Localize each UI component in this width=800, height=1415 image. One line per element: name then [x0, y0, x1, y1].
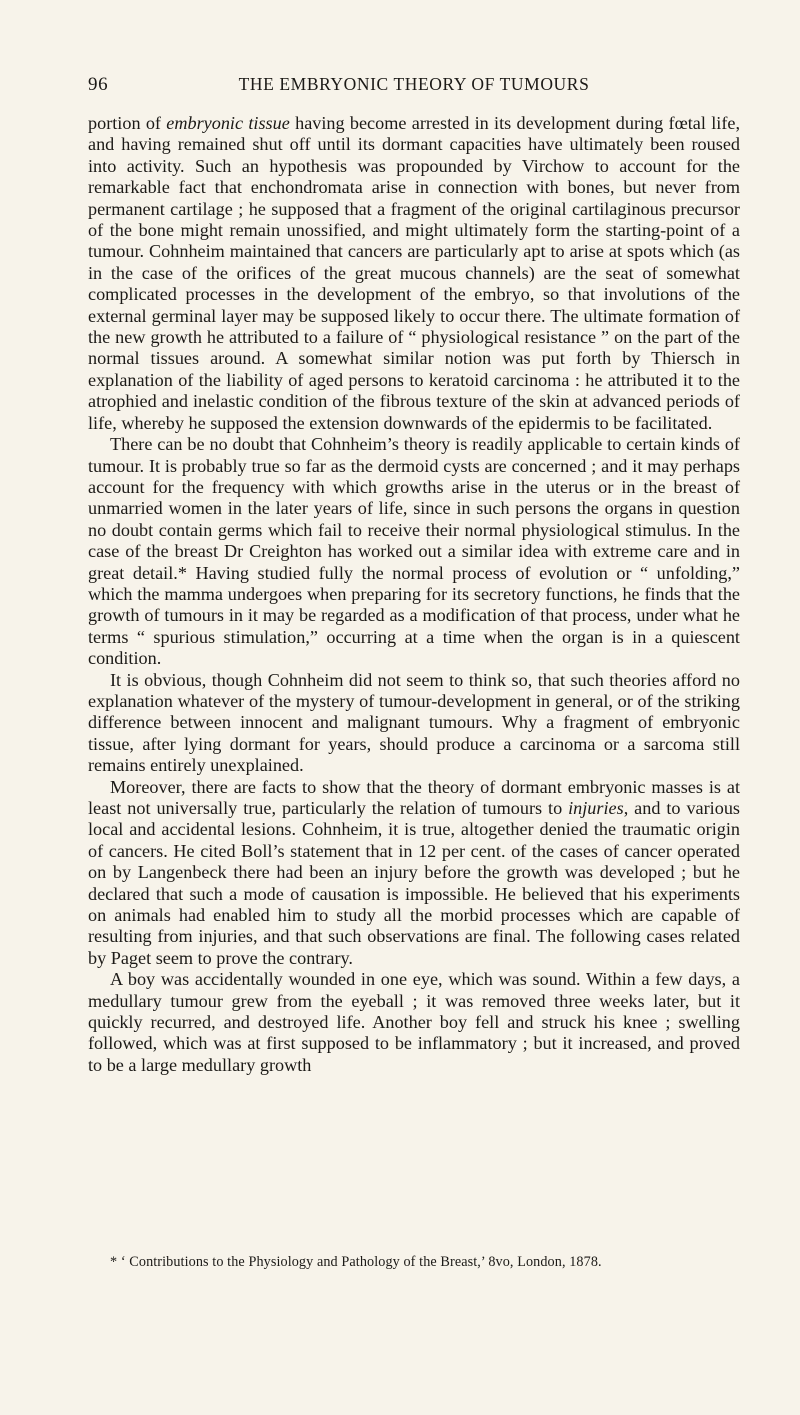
- paragraph-continued: portion of embryonic tissue having become arrested in its development during fœtal life, and having remained shut off until its dormant capacities have ultimately been roused into activity. Such an hypothesis was propounded by Virchow to account for the remarkable fact that enchondromata arise in connection with bones, but never from permanent cartilage ; he supposed that a fragment of the original cartilaginous precursor of the bone might remain unossified, and might ultimately form the starting-point of a tumour. Cohnheim maintained that cancers are particularly apt to arise at spots which (as in the case of the orifices of the great mucous channels) are the seat of somewhat complicated processes in the development of the embryo, so that involutions of the external germinal layer may be supposed likely to occur there. The ultimate formation of the new growth he attributed to a failure of “ physiological resistance ” on the part of the normal tissues around. A somewhat similar notion was put forth by Thiersch in explanation of the liability of aged persons to keratoid carcinoma : he attributed it to the atrophied and inelastic condition of the fibrous texture of the skin at advanced periods of life, whereby he supposed the extension downwards of the epidermis to be facilitated.: [88, 113, 740, 433]
- page-header: [88, 74, 740, 98]
- running-title: THE EMBRYONIC THEORY OF TUMOURS: [238, 74, 590, 94]
- paragraph-cases: A boy was accidentally wounded in one eye, which was sound. Within a few days, a medullary tumour grew from the eyeball ; it was removed three weeks later, but it quickly recurred, and destroyed life. Another boy fell and struck his knee ; swelling followed, which was at first supposed to be inflammatory ; but it increased, and proved to be a large medullary growth: [88, 969, 740, 1075]
- paragraph-injuries: Moreover, there are facts to show that the theory of dormant embryonic masses is at least not universally true, particularly the relation of tumours to injuries, and to various local and accidental lesions. Cohnheim, it is true, altogether denied the traumatic origin of cancers. He cited Boll’s statement that in 12 per cent. of the cases of cancer operated on by Langenbeck there had been an injury before the growth was developed ; but he declared that such a mode of causation is impossible. He believed that his experiments on animals had enabled him to study all the morbid processes which are capable of resulting from injuries, and that such observations are final. The following cases related by Paget seem to prove the contrary.: [88, 776, 740, 968]
- emphasis-embryonic-tissue: embryonic tissue: [166, 113, 290, 133]
- body-text: [88, 113, 740, 1076]
- page-number: 96: [88, 74, 109, 95]
- paragraph-no-explanation: It is obvious, though Cohnheim did not seem to think so, that such theories afford no explanation whatever of the mystery of tumour-development in general, or of the striking difference between innocent and malignant tumours. Why a fragment of embryonic tissue, after lying dormant for years, should produce a carcinoma or a sarcoma still remains entirely unexplained.: [88, 669, 740, 776]
- emphasis-injuries: injuries: [568, 798, 624, 818]
- footnote: * ‘ Contributions to the Physiology and Pathology of the Breast,’ 8vo, London, 1878.: [110, 1254, 602, 1270]
- paragraph-cohnheim-theory: There can be no doubt that Cohnheim’s theory is readily applicable to certain kinds of tumour. It is probably true so far as the dermoid cysts are concerned ; and it may perhaps account for the frequency with which growths arise in the uterus or in the breast of unmarried women in the later years of life, since in such persons the organs in question no doubt contain germs which fail to receive their normal physiological stimulus. In the case of the breast Dr Creighton has worked out a similar idea with extreme care and in great detail.* Having studied fully the normal process of evolution or “ unfolding,” which the mamma undergoes when preparing for its secretory functions, he finds that the growth of tumours in it may be regarded as a modification of that process, under what he terms “ spurious stimulation,” occurring at a time when the organ is in a quiescent condition.: [88, 434, 740, 669]
